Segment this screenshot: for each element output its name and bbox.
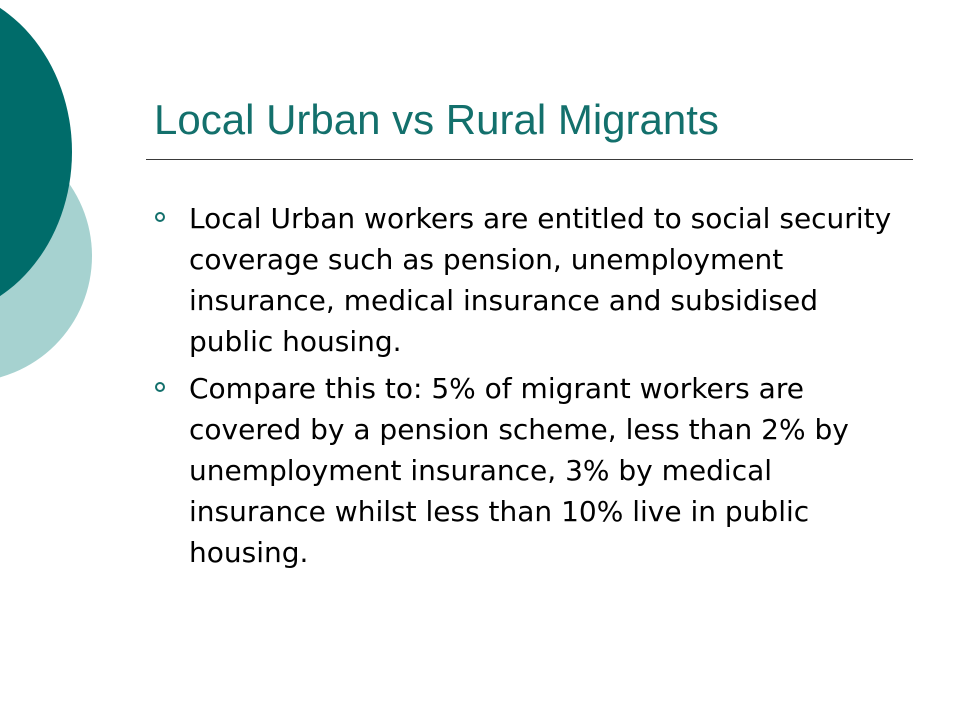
bullet-text: Compare this to: 5% of migrant workers are covered by a pension scheme, less than 2% by unemployment insurance, 3% by medical insurance whilst less than 10% live in public housing. xyxy=(189,372,849,569)
bullet-text: Local Urban workers are entitled to social security coverage such as pension, unemployment insurance, medical insurance and subsidised public housing. xyxy=(189,202,892,358)
title-divider xyxy=(146,159,913,160)
bullet-list xyxy=(154,198,894,579)
hollow-circle-icon xyxy=(155,212,165,222)
slide-title: Local Urban vs Rural Migrants xyxy=(154,96,719,143)
bullet-item xyxy=(154,368,894,573)
bullet-item xyxy=(154,198,894,362)
hollow-circle-icon xyxy=(155,382,165,392)
